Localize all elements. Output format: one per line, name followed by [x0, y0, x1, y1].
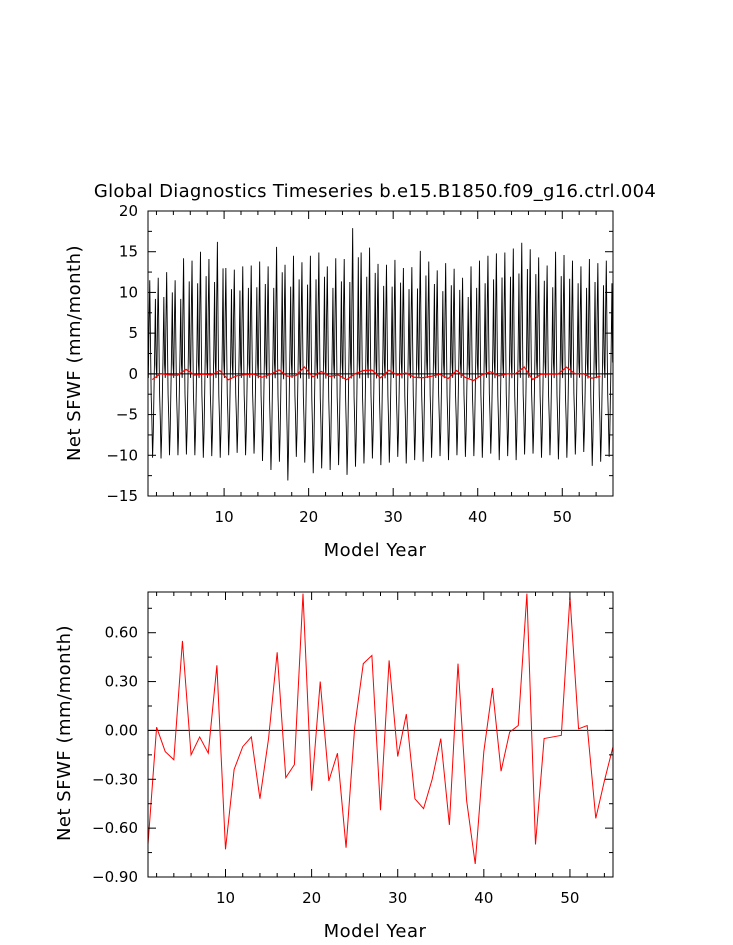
- bottom-x-tick-labels: [216, 889, 580, 907]
- top-y-tick-label: −15: [106, 487, 138, 505]
- bottom-y-tick-labels: [92, 624, 138, 886]
- top-panel: [64, 181, 656, 561]
- top-x-tick-label: 20: [299, 508, 319, 526]
- bottom-y-axis-label: Net SFWF (mm/month): [54, 624, 75, 842]
- top-y-tick-label: 0: [128, 364, 138, 383]
- top-x-tick-labels: [215, 508, 572, 526]
- bottom-axis-ticks: [148, 592, 613, 877]
- bottom-plot-frame: [148, 592, 613, 877]
- bottom-y-tick-label: −0.60: [92, 819, 138, 838]
- bottom-y-tick-label: −0.30: [92, 770, 138, 789]
- top-y-tick-labels: [106, 202, 138, 505]
- top-y-tick-label: 10: [118, 283, 138, 302]
- top-y-tick-label: 15: [118, 242, 138, 261]
- top-y-tick-label: 20: [118, 202, 138, 220]
- bottom-x-tick-label: 20: [302, 889, 322, 907]
- top-x-tick-label: 10: [214, 508, 234, 526]
- bottom-panel: [54, 592, 613, 942]
- top-y-tick-label: −5: [115, 405, 138, 424]
- top-x-axis-label: Model Year: [323, 540, 427, 561]
- bottom-x-tick-label: 10: [215, 889, 236, 907]
- bottom-x-tick-label: 50: [560, 889, 580, 907]
- bottom-x-tick-label: 30: [388, 889, 408, 907]
- top-monthly-line: [148, 228, 612, 480]
- bottom-x-axis-label: Model Year: [323, 921, 427, 942]
- top-x-tick-label: 40: [468, 508, 488, 526]
- top-x-tick-label: 50: [552, 508, 572, 526]
- bottom-y-tick-label: 0.30: [104, 672, 138, 691]
- bottom-annual-series: [148, 594, 613, 864]
- top-x-tick-label: 30: [383, 508, 403, 526]
- bottom-y-tick-label: 0.00: [104, 721, 138, 740]
- bottom-annual-line: [148, 594, 613, 864]
- top-monthly-series: [148, 228, 612, 480]
- top-y-tick-label: −10: [106, 446, 138, 465]
- bottom-y-tick-label: −0.90: [92, 868, 138, 886]
- bottom-x-tick-label: 40: [474, 889, 494, 907]
- top-y-tick-label: 5: [128, 324, 138, 343]
- top-chart-title: Global Diagnostics Timeseries b.e15.B1850.f09_g16.ctrl.004: [93, 181, 657, 202]
- bottom-y-tick-label: 0.60: [104, 623, 138, 642]
- top-y-axis-label: Net SFWF (mm/month): [64, 244, 85, 462]
